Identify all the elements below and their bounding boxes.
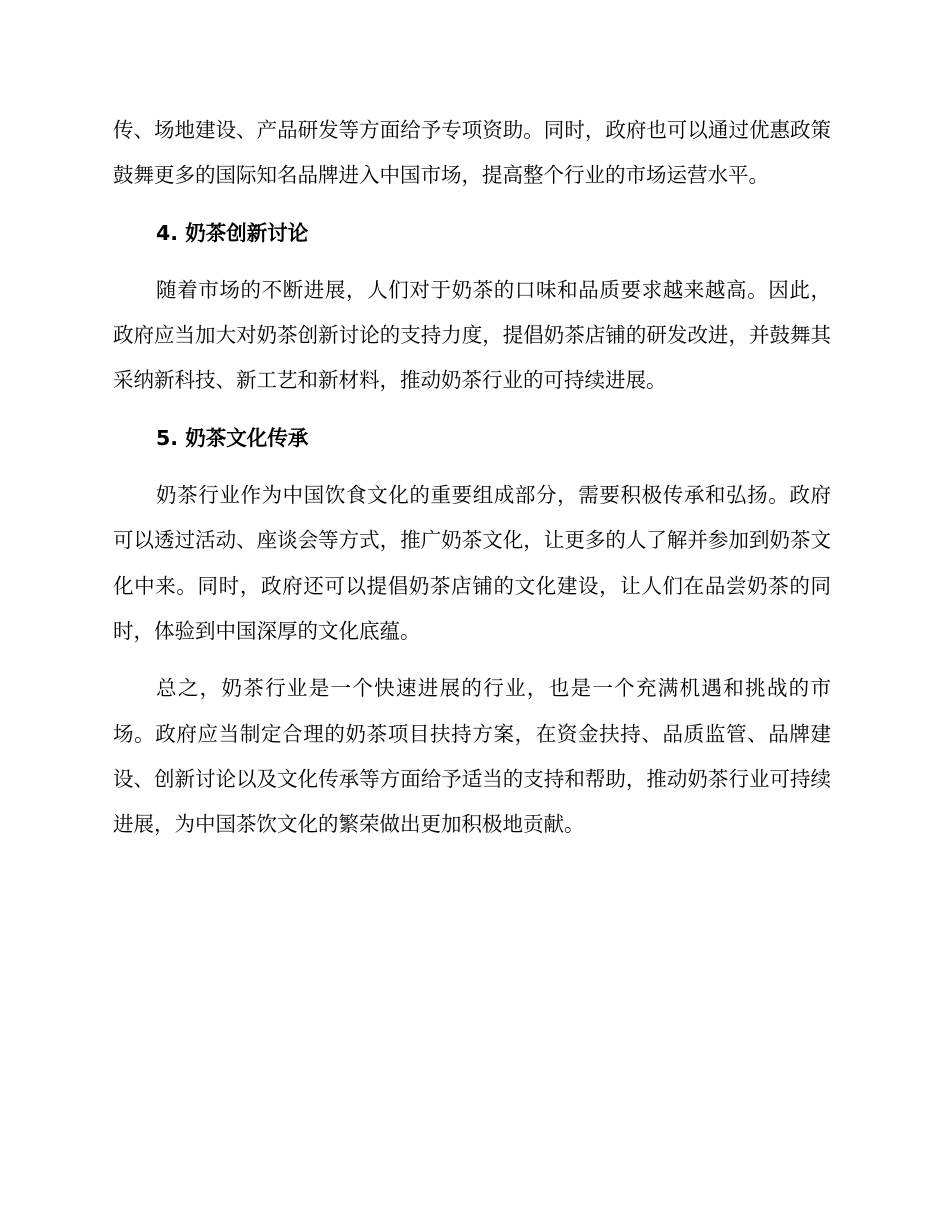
paragraph-innovation: 随着市场的不断进展，人们对于奶茶的口味和品质要求越来越高。因此，政府应当加大对奶茶创新讨论的支持力度，提倡奶茶店铺的研发改进，并鼓舞其采纳新科技、新工艺和新材料，推动奶茶行业的可持续进展。 <box>113 277 831 393</box>
paragraph-culture: 奶茶行业作为中国饮食文化的重要组成部分，需要积极传承和弘扬。政府可以透过活动、座谈会等方式，推广奶茶文化，让更多的人了解并参加到奶茶文化中来。同时，政府还可以提倡奶茶店铺的文化建设，让人们在品尝奶茶的同时，体验到中国深厚的文化底蕴。 <box>113 483 831 643</box>
document-page <box>113 108 831 847</box>
section-heading-4: 4. 奶茶创新讨论 <box>156 220 309 245</box>
paragraph-conclusion: 总之，奶茶行业是一个快速进展的行业，也是一个充满机遇和挑战的市场。政府应当制定合理的奶茶项目扶持方案，在资金扶持、品质监管、品牌建设、创新讨论以及文化传承等方面给予适当的支持和帮助，推动奶茶行业可持续进展，为中国茶饮文化的繁荣做出更加积极地贡献。 <box>113 676 831 837</box>
paragraph-continuation: 传、场地建设、产品研发等方面给予专项资助。同时，政府也可以通过优惠政策鼓舞更多的国际知名品牌进入中国市场，提高整个行业的市场运营水平。 <box>113 118 831 188</box>
section-heading-5: 5. 奶茶文化传承 <box>156 425 309 450</box>
